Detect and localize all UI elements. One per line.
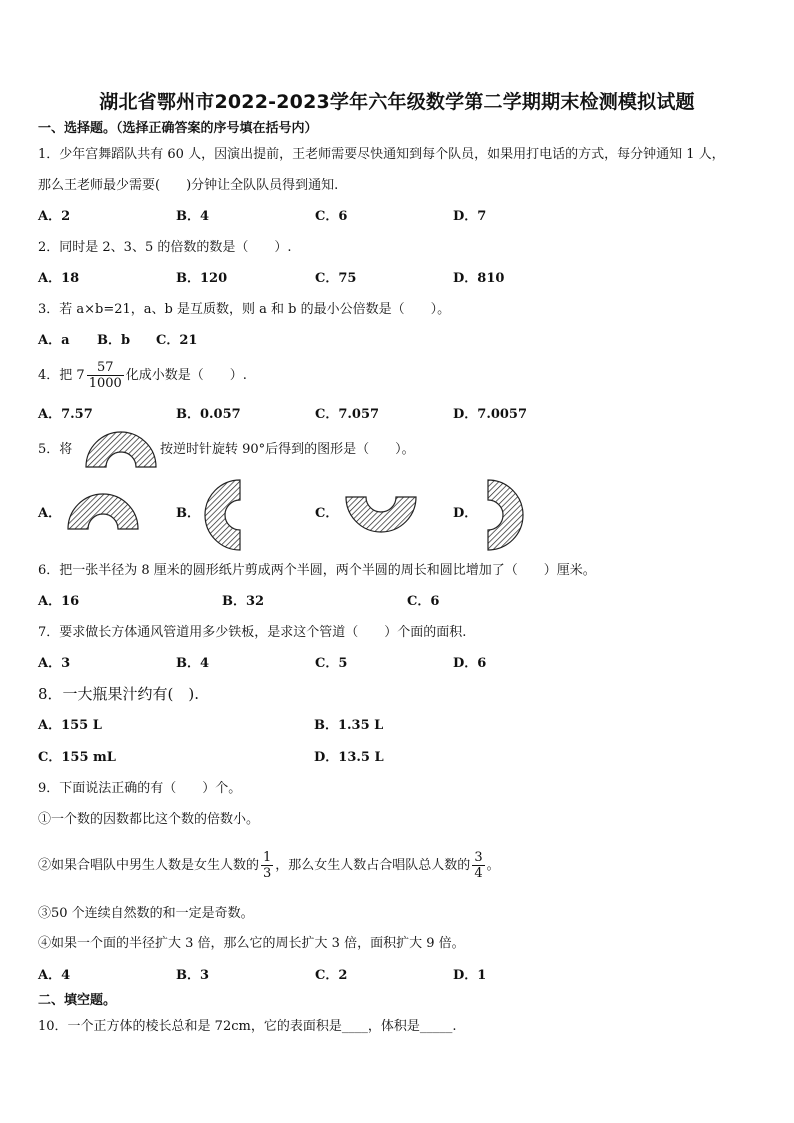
q6-option-b[interactable]: B．32 [222, 594, 265, 609]
q9-fraction-1-numerator: 1 [263, 850, 272, 865]
q9-fraction-1 [261, 850, 273, 881]
q9-text: 9．下面说法正确的有（ ）个。 [38, 781, 242, 796]
q4-option-c[interactable]: C．7.057 [315, 407, 380, 422]
section-choice-heading: 一、选择题。（选择正确答案的序号填在括号内） [38, 121, 318, 136]
section-fill-heading: 二、填空题。 [38, 993, 117, 1008]
q9-option-d[interactable]: D．1 [453, 968, 487, 983]
q9-statement-2-middle: ，那么女生人数占合唱队总人数的 [275, 858, 471, 873]
q5-option-d[interactable]: D． [453, 506, 478, 521]
q6-option-c[interactable]: C．6 [407, 594, 440, 609]
q9-fraction-2-numerator: 3 [474, 850, 483, 865]
q4-text [38, 358, 247, 394]
q4-suffix: 化成小数是（ ）. [125, 368, 247, 383]
q10-text: 10．一个正方体的棱长总和是 72cm，它的表面积是____，体积是_____. [38, 1019, 457, 1034]
q7-option-d[interactable]: D．6 [453, 656, 487, 671]
q5-option-b-shape[interactable] [203, 478, 243, 552]
q3-text: 3．若 a×b=21，a、b 是互质数，则 a 和 b 的最小公倍数是（ ）。 [38, 302, 451, 317]
q9-statement-4: ④如果一个面的半径扩大 3 倍，那么它的周长扩大 3 倍，面积扩大 9 倍。 [38, 936, 465, 951]
q2-option-a[interactable]: A．18 [38, 271, 80, 286]
page-title: 湖北省鄂州市2022-2023学年六年级数学第二学期期末检测模拟试题 [99, 91, 695, 113]
q1-option-d[interactable]: D．7 [453, 209, 487, 224]
q7-option-a[interactable]: A．3 [38, 656, 71, 671]
q9-fraction-2-denominator: 4 [474, 866, 483, 881]
q8-option-b[interactable]: B．1.35 L [314, 718, 384, 733]
q8-option-a[interactable]: A．155 L [38, 718, 102, 733]
q9-fraction-2 [472, 850, 484, 881]
q2-option-c[interactable]: C．75 [315, 271, 357, 286]
q1-option-c[interactable]: C．6 [315, 209, 348, 224]
q5-option-a[interactable]: A． [38, 506, 62, 521]
q8-option-c[interactable]: C．155 mL [38, 750, 116, 765]
q4-fraction [87, 360, 124, 391]
q8-option-d[interactable]: D．13.5 L [314, 750, 384, 765]
q5-option-b[interactable]: B． [176, 506, 200, 521]
q5-option-a-shape[interactable] [66, 492, 140, 532]
q1-text-line2: 那么王老师最少需要( )分钟让全队队员得到通知. [38, 178, 339, 193]
q3-option-b[interactable]: B．b [97, 333, 131, 348]
q5-prefix: 5．将 [38, 442, 73, 457]
q5-option-c-shape[interactable] [344, 494, 418, 534]
q9-option-a[interactable]: A．4 [38, 968, 71, 983]
q6-text: 6．把一张半径为 8 厘米的圆形纸片剪成两个半圆，两个半圆的周长和圆比增加了（ ）厘米。 [38, 563, 596, 578]
q7-option-b[interactable]: B．4 [176, 656, 210, 671]
q1-text-line1: 1．少年宫舞蹈队共有 60 人，因演出提前，王老师需要尽快通知到每个队员，如果用打电话的方式，每分钟通知 1 人， [38, 147, 725, 162]
q4-fraction-numerator: 57 [87, 360, 124, 376]
q9-option-c[interactable]: C．2 [315, 968, 348, 983]
q2-option-b[interactable]: B．120 [176, 271, 228, 286]
q2-text: 2．同时是 2、3、5 的倍数的数是（ ）. [38, 240, 292, 255]
q5-suffix: 按逆时针旋转 90°后得到的图形是（ ）。 [160, 442, 415, 457]
q2-option-d[interactable]: D．810 [453, 271, 505, 286]
q4-option-b[interactable]: B．0.057 [176, 407, 241, 422]
q3-option-a[interactable]: A．a [38, 333, 70, 348]
q9-option-b[interactable]: B．3 [176, 968, 210, 983]
q7-text: 7．要求做长方体通风管道用多少铁板，是求这个管道（ ）个面的面积. [38, 625, 467, 640]
q9-statement-2-prefix: ②如果合唱队中男生人数是女生人数的 [38, 858, 260, 873]
q1-option-b[interactable]: B．4 [176, 209, 210, 224]
q8-text: 8．一大瓶果汁约有( ). [38, 685, 200, 703]
q6-option-a[interactable]: A．16 [38, 594, 80, 609]
q9-fraction-1-denominator: 3 [263, 866, 272, 881]
q9-statement-3: ③50 个连续自然数的和一定是奇数。 [38, 906, 254, 921]
q9-statement-1: ①一个数的因数都比这个数的倍数小。 [38, 812, 260, 827]
q7-option-c[interactable]: C．5 [315, 656, 348, 671]
q4-fraction-denominator: 1000 [88, 376, 122, 391]
q9-statement-2-suffix: 。 [486, 858, 500, 873]
q9-statement-2 [38, 847, 500, 885]
q3-option-c[interactable]: C．21 [156, 333, 198, 348]
q5-option-d-shape[interactable] [485, 478, 525, 552]
q4-option-d[interactable]: D．7.0057 [453, 407, 528, 422]
q5-source-arch-shape [84, 430, 158, 470]
q5-option-c[interactable]: C． [315, 506, 339, 521]
q1-option-a[interactable]: A．2 [38, 209, 71, 224]
q4-prefix: 4．把 7 [38, 368, 85, 383]
q4-option-a[interactable]: A．7.57 [38, 407, 93, 422]
